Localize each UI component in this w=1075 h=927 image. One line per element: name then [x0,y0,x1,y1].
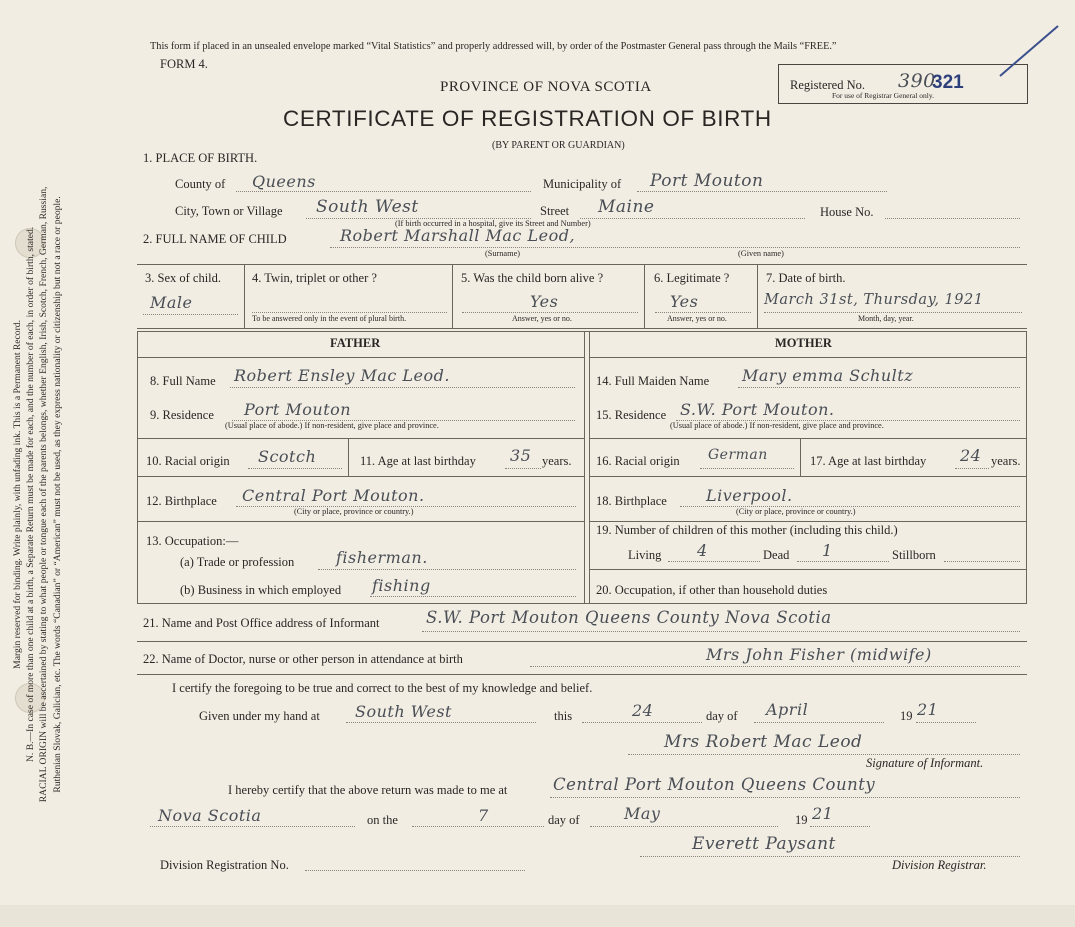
municipality-value: Port Mouton [650,171,764,191]
dob-note: Month, day, year. [858,314,914,323]
mother-birthplace-label: 18. Birthplace [596,494,667,508]
mother-racial-label: 16. Racial origin [596,454,680,468]
certify-statement: I certify the foregoing to be true and correct to the best of my knowledge and belief. [172,681,593,695]
certify-day-value: 24 [632,701,654,720]
registered-label: Registered No. [790,78,865,92]
alive-value: Yes [530,292,559,311]
father-years-label: years. [542,454,572,468]
dead-value: 1 [822,541,833,560]
margin-note-3: RACIAL ORIGIN will be ascertained by stating to what people or tongue each of the parents belongs, whether English, Irish, Scotch, French, German, Russian, [38,186,50,803]
informant-label: 21. Name and Post Office address of Informant [143,616,380,630]
registrar-day-of-label: day of [548,813,580,827]
registrar-signature: Everett Paysant [692,834,836,854]
given-under-label: Given under my hand at [199,709,320,723]
division-registrar-label: Division Registrar. [892,858,987,872]
mother-residence-value: S.W. Port Mouton. [680,400,835,419]
form-number: FORM 4. [160,57,208,71]
given-at-value: South West [355,702,452,721]
this-label: this [554,709,573,723]
place-of-birth-label: 1. PLACE OF BIRTH. [143,151,258,165]
stillborn-label: Stillborn [892,548,936,562]
father-age-value: 35 [510,446,532,465]
children-count-label: 19. Number of children of this mother (including this child.) [596,523,898,537]
mother-residence-note: (Usual place of abode.) If non-resident, give place and province. [670,421,884,430]
business-label: (b) Business in which employed [180,583,342,597]
on-the-label: on the [367,813,398,827]
sex-label: 3. Sex of child. [145,271,222,285]
father-birthplace-value: Central Port Mouton. [242,486,425,505]
father-birthplace-note: (City or place, province or country.) [294,507,414,516]
dob-value: March 31st, Thursday, 1921 [764,292,984,308]
father-name-label: 8. Full Name [150,374,216,388]
legitimate-value: Yes [670,292,699,311]
father-racial-label: 10. Racial origin [146,454,230,468]
mother-occupation-label: 20. Occupation, if other than household duties [596,583,828,597]
margin-note-4: Ruthenian Slovak, Galician, etc. The words “Canadian” or “American” must not be used, as they express nationality or citizenship but not a race or people. [51,196,63,793]
registrar-year-prefix: 19 [795,813,808,827]
province: PROVINCE OF NOVA SCOTIA [440,79,652,95]
mail-notice: This form if placed in an unsealed envelope marked “Vital Statistics” and properly addressed will, by order of the Postmaster General pass through the Mails “FREE.” [150,41,837,52]
street-label: Street [540,204,570,218]
division-registration-label: Division Registration No. [160,858,289,872]
living-label: Living [628,548,662,562]
city-label: City, Town or Village [175,204,283,218]
informant-signature: Mrs Robert Mac Leod [664,732,863,752]
mother-years-label: years. [991,454,1021,468]
mother-heading: MOTHER [775,336,832,350]
day-of-label: day of [706,709,738,723]
mother-racial-value: German [708,447,768,463]
informant-value: S.W. Port Mouton Queens County Nova Scotia [426,608,832,627]
signature-informant-label: Signature of Informant. [866,756,984,770]
trade-value: fisherman. [336,548,428,567]
mother-age-label: 17. Age at last birthday [810,454,927,468]
alive-note: Answer, yes or no. [512,314,572,323]
registrar-place-line2: Nova Scotia [158,806,262,825]
father-heading: FATHER [330,336,381,350]
twin-label: 4. Twin, triplet or other ? [252,271,377,285]
surname-note: (Surname) [485,249,521,258]
margin-notes [11,62,64,927]
county-label: County of [175,177,226,191]
mother-name-value: Mary emma Schultz [742,366,914,385]
registrar-use-note: For use of Registrar General only. [832,91,934,100]
father-birthplace-label: 12. Birthplace [146,494,217,508]
father-residence-value: Port Mouton [244,400,352,419]
sex-value: Male [150,293,193,312]
father-age-label: 11. Age at last birthday [360,454,476,468]
father-racial-value: Scotch [258,447,317,466]
mother-residence-label: 15. Residence [596,408,667,422]
child-name-label: 2. FULL NAME OF CHILD [143,232,287,246]
given-name-note: (Given name) [738,249,784,258]
subtitle: (BY PARENT OR GUARDIAN) [492,140,625,151]
registrar-day-value: 7 [478,806,489,825]
dob-label: 7. Date of birth. [766,271,846,285]
municipality-label: Municipality of [543,177,622,191]
margin-note-1: Margin reserved for binding. Write plainly, with unfading ink. This is a Permanent Record. [12,320,24,669]
certify-year-prefix: 19 [900,709,913,723]
mother-birthplace-value: Liverpool. [706,486,793,505]
doctor-value: Mrs John Fisher (midwife) [706,645,932,664]
registrar-year-value: 21 [812,804,834,823]
dead-label: Dead [763,548,790,562]
legitimate-note: Answer, yes or no. [667,314,727,323]
doctor-label: 22. Name of Doctor, nurse or other person in attendance at birth [143,652,463,666]
registered-no-stamp: 321 [932,72,964,93]
mother-name-label: 14. Full Maiden Name [596,374,710,388]
business-value: fishing [372,576,431,595]
street-value: Maine [598,197,655,217]
alive-label: 5. Was the child born alive ? [461,271,604,285]
check-mark-icon [998,22,1062,78]
county-value: Queens [252,172,316,191]
city-value: South West [316,197,419,217]
registrar-statement: I hereby certify that the above return was made to me at [228,783,508,797]
page-title: CERTIFICATE OF REGISTRATION OF BIRTH [283,106,772,131]
father-residence-label: 9. Residence [150,408,214,422]
legitimate-label: 6. Legitimate ? [654,271,730,285]
father-residence-note: (Usual place of abode.) If non-resident, give place and province. [225,421,439,430]
child-name-value: Robert Marshall Mac Leod, [340,226,576,245]
father-name-value: Robert Ensley Mac Leod. [234,366,450,385]
registrar-month-value: May [624,804,661,823]
mother-birthplace-note: (City or place, province or country.) [736,507,856,516]
margin-note-2: N. B.—In case of more than one child at a birth, a Separate Return must be made for each, and the number of each, in order of birth, stated. [25,226,37,763]
house-label: House No. [820,205,874,219]
registrar-place-line1: Central Port Mouton Queens County [553,775,876,794]
hospital-note: (If birth occurred in a hospital, give its Street and Number) [395,219,591,228]
certify-year-value: 21 [917,700,939,719]
trade-label: (a) Trade or profession [180,555,295,569]
twin-note: To be answered only in the event of plural birth. [252,314,407,323]
certify-month-value: April [766,700,809,719]
living-value: 4 [697,541,708,560]
registered-no-hand: 390 [898,70,936,92]
occupation-label: 13. Occupation:— [146,534,239,548]
mother-age-value: 24 [960,446,982,465]
